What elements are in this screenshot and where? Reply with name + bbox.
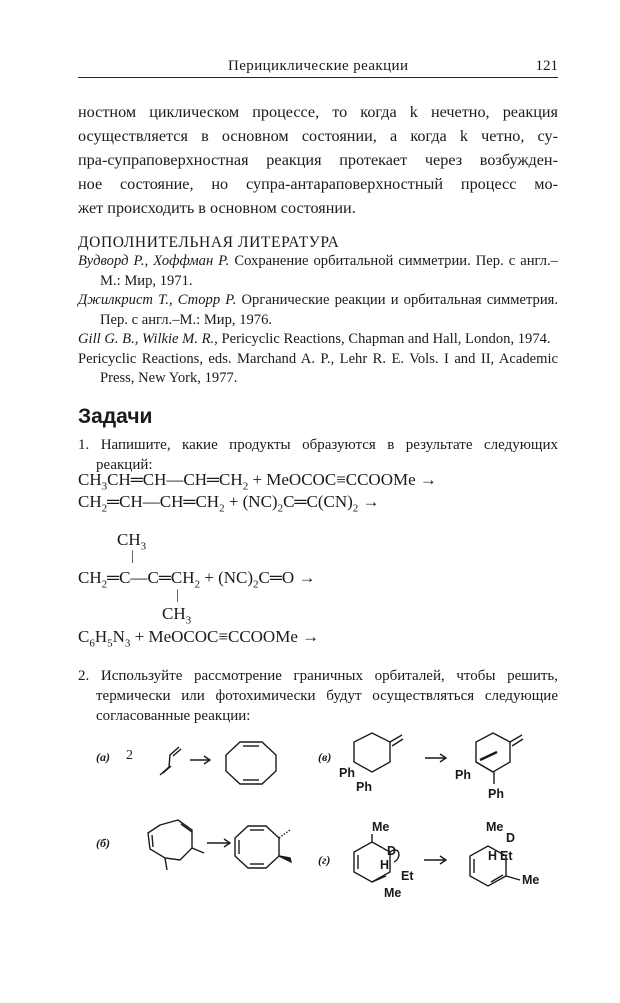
paragraph-line: ностном циклическом процессе, то когда k нечетно, реакция (78, 103, 558, 121)
atom-me: Me (486, 820, 504, 834)
reference-authors: Джилкрист Т., Сторр Р. (78, 292, 237, 308)
atom-me: Me (522, 873, 540, 887)
atom-h: H (488, 849, 498, 863)
decatetraene-structure (148, 820, 204, 870)
atom-h: H (380, 858, 390, 872)
cyclohexadiene-substituted-structure (354, 834, 399, 882)
reaction-arrow (207, 839, 230, 847)
cyclooctatriene-structure (235, 826, 291, 868)
reaction-4-equation: $C_6H_5N_3$ + MeOCOC≡CCOOMe → (78, 627, 320, 650)
bond-vertical: | (176, 588, 179, 603)
label-c: (в) (318, 750, 332, 764)
task-2-text: 2. Используйте рассмотрение граничных орбиталей, чтобы решить, термически или фотохимически будут осуществляться следующие согласованные реакции: (78, 668, 558, 724)
page-number: 121 (535, 58, 558, 74)
atom-d: D (387, 844, 397, 858)
cyclohexene-diphenyl-structure (354, 733, 403, 772)
reaction-arrow (424, 856, 446, 864)
paragraph-line: осуществляется в основном состоянии, а когда k четно, су- (78, 127, 558, 145)
running-title: Перициклические реакции (228, 58, 409, 74)
further-reading-heading: ДОПОЛНИТЕЛЬНАЯ ЛИТЕРАТУРА (78, 234, 340, 251)
reference-text: Сохранение орбитальной симметрии. Пер. с англ.–М.: Мир, 1971. (100, 253, 559, 289)
atom-me: Me (372, 820, 390, 834)
methyl-substituent-top: $CH_3$ (117, 530, 147, 553)
paragraph-line: ное состояние, но супра-антараповерхностный процесс мо- (78, 175, 558, 193)
reaction-1-equation: $CH_3CH═CH—CH═CH_2$ + MeOCOC≡CCOOMe → (78, 470, 437, 493)
paragraph-line: пра-супраповерхностная реакция протекает через возбужден- (78, 151, 558, 169)
tasks-heading: Задачи (78, 404, 153, 428)
atom-et: Et (401, 869, 414, 883)
atom-d: D (506, 831, 516, 845)
paragraph-line: жет происходить в основном состоянии. (78, 199, 356, 217)
label-a: (a) (96, 750, 110, 764)
bicyclic-product-structure (476, 733, 523, 784)
methyl-substituent-bottom: $CH_3$ (162, 604, 192, 627)
cyclohexadiene-product-structure (470, 846, 520, 886)
atom-me: Me (384, 886, 402, 900)
reference-text: Pericyclic Reactions, Chapman and Hall, London, 1974. (217, 331, 551, 347)
atom-ph: Ph (339, 766, 355, 780)
atom-ph: Ph (356, 780, 372, 794)
label-d: (г) (318, 853, 331, 867)
reaction-arrow (425, 754, 446, 762)
butadiene-structure (160, 747, 181, 775)
reference-authors: Вудворд Р., Хоффман Р. (78, 253, 230, 269)
reference-text: Pericyclic Reactions, eds. Marchand A. P., Lehr R. E. Vols. I and II, Academic Press, New York, 1977. (78, 350, 558, 386)
reference-text: Органические реакции и орбитальная симметрия. Пер. с англ.–М.: Мир, 1976. (100, 292, 558, 328)
bond-vertical: | (131, 549, 134, 564)
reaction-3-equation: $CH_2═C—C═CH_2$ + $(NC)_2C═O$ → (78, 568, 316, 591)
atom-et: Et (500, 849, 513, 863)
atom-ph: Ph (488, 787, 504, 801)
reaction-arrow (190, 756, 210, 764)
reference-authors: Gill G. B., Wilkie M. R., (78, 331, 218, 347)
cyclooctadiene-structure (226, 742, 276, 784)
coefficient-2: 2 (126, 748, 133, 763)
label-b: (б) (96, 836, 110, 850)
task-1-text: 1. Напишите, какие продукты образуются в результате следующих реакций: (78, 436, 558, 473)
atom-ph: Ph (455, 768, 471, 782)
reaction-2-equation: $CH_2═CH—CH═CH_2$ + $(NC)_2C═C(CN)_2$ → (78, 492, 380, 515)
